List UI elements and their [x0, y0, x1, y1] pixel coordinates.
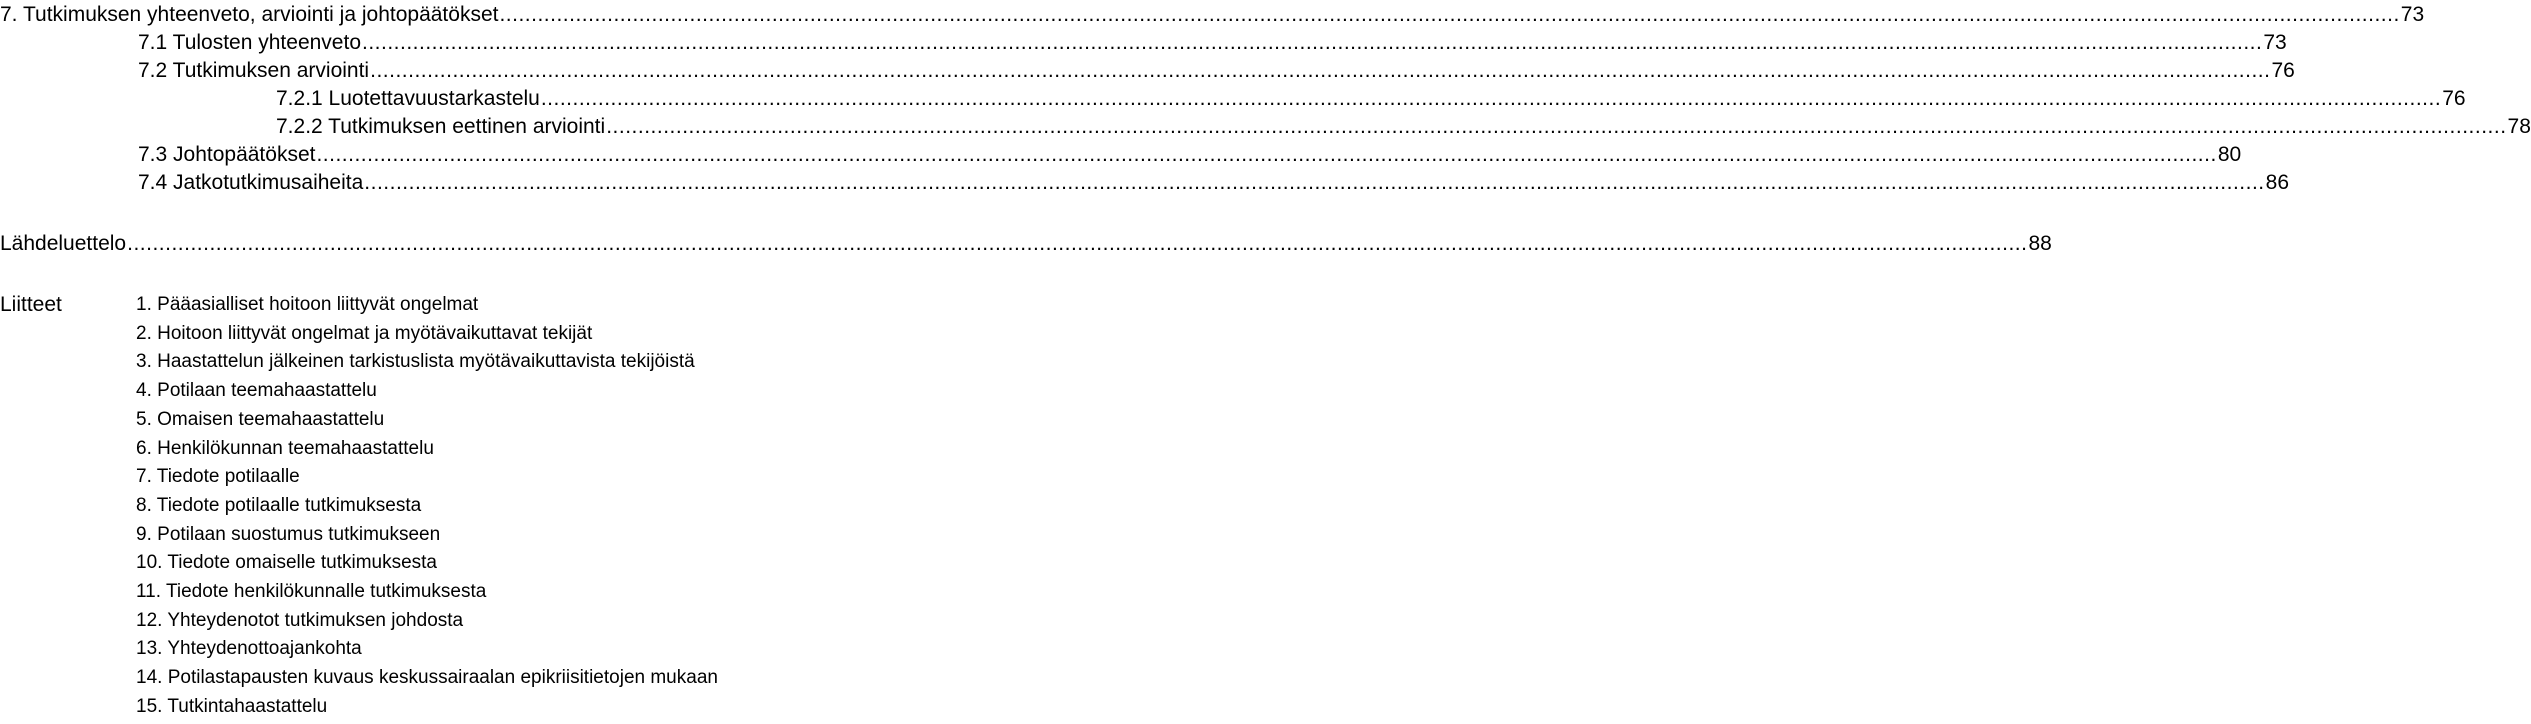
toc-entry-7-2-2[interactable] [276, 113, 2531, 141]
appendix-item-text: Henkilökunnan teemahaastattelu [157, 437, 434, 459]
appendix-item-text: Tiedote potilaalle tutkimuksesta [156, 494, 422, 516]
appendix-item-number: 5. [136, 408, 152, 430]
appendix-item-text: Tiedote henkilökunnalle tutkimuksesta [165, 581, 487, 603]
appendix-item-text: Tiedote potilaalle [156, 466, 300, 488]
toc-entry-title: 7.4 Jatkotutkimusaiheita [138, 171, 364, 194]
appendix-item-text: Potilaan teemahaastattelu [157, 380, 377, 402]
toc-entry-title: 7.2.2 Tutkimuksen eettinen arviointi [276, 115, 606, 138]
appendix-item-number: 11. [136, 581, 162, 603]
toc-entry-7-4[interactable] [138, 169, 2289, 197]
appendix-item-number: 8. [136, 494, 152, 516]
dot-leader: ............................................................................................................................................................................................................................................................................................................ [370, 59, 2271, 82]
appendix-item-text: Omaisen teemahaastattelu [157, 408, 385, 430]
toc-entry-page: 76 [2442, 87, 2466, 110]
appendix-item-text: Tutkintahaastattelu [167, 695, 328, 717]
appendix-item-text: Pääasialliset hoitoon liittyvät ongelmat [157, 294, 479, 315]
appendix-item-number: 12. [136, 609, 163, 631]
toc-entry-page: 88 [2028, 232, 2052, 255]
appendix-item-text: Haastattelun jälkeinen tarkistuslista myötävaikuttavista tekijöistä [157, 351, 695, 373]
appendix-item[interactable] [136, 664, 718, 693]
toc-entry-title: 7.3 Johtopäätökset [138, 143, 316, 166]
toc-entry-title: 7.2 Tutkimuksen arviointi [138, 59, 370, 82]
toc-entry-7-3[interactable] [138, 141, 2242, 169]
appendix-item[interactable] [136, 435, 718, 464]
dot-leader: ............................................................................................................................................................................................................................................................................................................ [499, 3, 2400, 26]
appendix-item[interactable] [136, 578, 718, 607]
toc-entry-title: 7. Tutkimuksen yhteenveto, arviointi ja johtopäätökset [0, 3, 499, 26]
appendix-item-number: 14. [136, 667, 163, 689]
appendix-item[interactable] [136, 320, 718, 349]
toc-entry-page: 86 [2265, 171, 2289, 194]
toc-entry-page: 73 [2400, 3, 2425, 26]
appendix-item[interactable] [136, 492, 718, 521]
appendix-item[interactable] [136, 463, 718, 492]
appendix-item-number: 15. [136, 695, 163, 717]
appendix-item-text: Potilastapausten kuvaus keskussairaalan epikriisitietojen mukaan [167, 667, 718, 689]
appendix-item-number: 3. [136, 351, 152, 373]
appendix-item[interactable] [136, 406, 718, 435]
dot-leader: ............................................................................................................................................................................................................................................................................................................ [606, 115, 2507, 138]
toc-entry-7-2-1[interactable] [276, 85, 2466, 113]
toc-entry-title: 7.2.1 Luotettavuustarkastelu [276, 87, 540, 110]
appendix-item-text: Yhteydenotot tutkimuksen johdosta [167, 609, 464, 631]
appendix-item[interactable] [136, 635, 718, 664]
appendix-item-number: 7. [136, 466, 152, 488]
appendix-item-text: Tiedote omaiselle tutkimuksesta [167, 552, 437, 574]
appendix-list [136, 291, 718, 722]
appendix-item[interactable] [136, 291, 718, 320]
appendix-item[interactable] [136, 377, 718, 406]
toc-entry-page: 78 [2507, 115, 2531, 138]
toc-entry-ch7[interactable] [0, 1, 2425, 29]
appendix-item[interactable] [136, 521, 718, 550]
appendix-item[interactable] [136, 693, 718, 722]
toc-entry-page: 73 [2263, 31, 2287, 54]
appendix-item-number: 10. [136, 552, 163, 574]
appendix-item[interactable] [136, 607, 718, 636]
toc-entry-page: 76 [2271, 59, 2295, 82]
toc-entry-title: Lähdeluettelo [0, 232, 127, 255]
dot-leader: ............................................................................................................................................................................................................................................................................................................ [316, 143, 2217, 166]
dot-leader: ............................................................................................................................................................................................................................................................................................................ [127, 232, 2028, 255]
appendix-item-number: 4. [136, 380, 152, 402]
dot-leader: ............................................................................................................................................................................................................................................................................................................ [364, 171, 2265, 194]
toc-entry-7-1[interactable] [138, 29, 2287, 57]
appendices-heading: Liitteet [0, 293, 62, 316]
appendix-item-text: Hoitoon liittyvät ongelmat ja myötävaikuttavat tekijät [157, 322, 593, 344]
toc-entry-title: 7.1 Tulosten yhteenveto [138, 31, 361, 54]
appendix-item-number: 6. [136, 437, 152, 459]
toc-entry-references[interactable] [0, 230, 2052, 258]
appendix-item[interactable] [136, 549, 718, 578]
appendix-item[interactable] [136, 348, 718, 377]
appendix-item-text: Potilaan suostumus tutkimukseen [157, 523, 441, 545]
appendix-item-number: 13. [136, 638, 163, 660]
appendix-item-number: 2. [136, 322, 152, 344]
appendix-item-number: 9. [136, 523, 152, 545]
dot-leader: ............................................................................................................................................................................................................................................................................................................ [362, 31, 2263, 54]
appendix-item-number: 1. [136, 294, 152, 315]
toc-entry-7-2[interactable] [138, 57, 2295, 85]
appendix-item-text: Yhteydenottoajankohta [167, 638, 362, 660]
toc-entry-page: 80 [2217, 143, 2242, 166]
dot-leader: ............................................................................................................................................................................................................................................................................................................ [540, 87, 2442, 110]
